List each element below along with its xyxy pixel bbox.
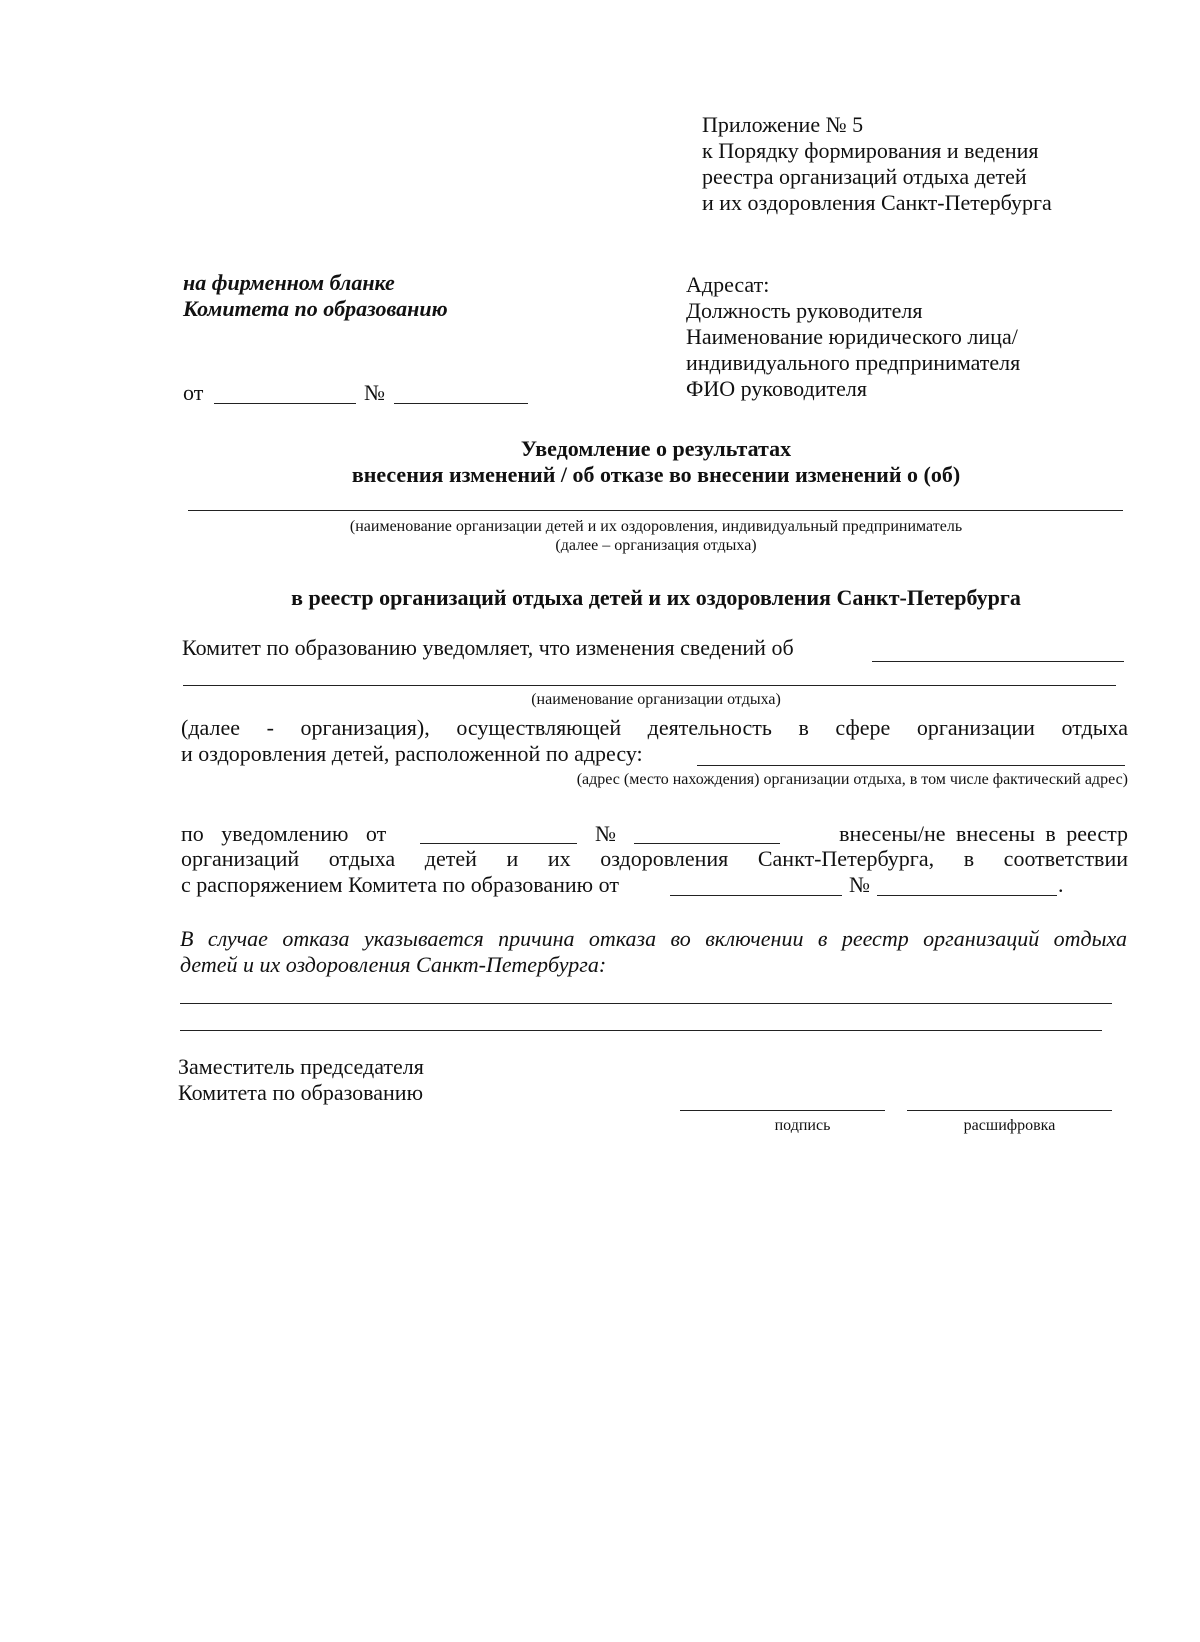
notification-number-field[interactable]: [634, 843, 780, 844]
document-title: [180, 436, 1132, 488]
position-line: Комитета по образованию: [178, 1080, 424, 1105]
order-date-field[interactable]: [670, 895, 842, 896]
address-field[interactable]: [697, 765, 1125, 766]
order-period: .: [1058, 872, 1064, 897]
signature-decode-caption: расшифровка: [963, 1117, 1056, 1134]
registry-compliance-text: организаций отдыха детей и их оздоровления Санкт-Петербурга, в соответствии: [181, 846, 1128, 871]
addressee-line: Должность руководителя: [686, 298, 923, 323]
org-field-full[interactable]: [183, 685, 1116, 686]
notification-from-text: по уведомлению от: [181, 821, 387, 846]
caption-line: (далее – организация отдыха): [555, 537, 757, 554]
position-line: Заместитель председателя: [178, 1054, 424, 1079]
notification-number-label: №: [595, 821, 616, 846]
order-text: с распоряжением Комитета по образованию от: [181, 872, 619, 897]
title-line: внесения изменений / об отказе во внесении изменений о (об): [351, 462, 961, 487]
refusal-reason-field[interactable]: [180, 1003, 1112, 1004]
org-field-inline[interactable]: [872, 661, 1124, 662]
appendix-line: и их оздоровления Санкт-Петербурга: [702, 190, 1052, 215]
appendix-block: [702, 112, 1122, 216]
addressee-label: Адресат:: [686, 272, 770, 297]
letterhead-line: на фирменном бланке: [183, 270, 395, 295]
signature-caption: подпись: [774, 1117, 831, 1134]
order-number-field[interactable]: [877, 895, 1057, 896]
signature-field[interactable]: [680, 1110, 885, 1111]
caption-line: (наименование организации детей и их оздоровления, индивидуальный предприниматель: [349, 518, 963, 535]
notification-date-field[interactable]: [420, 843, 577, 844]
signatory-position: [178, 1054, 598, 1106]
org-name-field[interactable]: [188, 510, 1123, 511]
addressee-block: [686, 272, 1126, 402]
address-text: и оздоровления детей, расположенной по адресу:: [181, 741, 643, 766]
refusal-text-line1: В случае отказа указывается причина отказа во включении в реестр организаций отдыха: [180, 926, 1127, 951]
letterhead-note: [183, 270, 563, 322]
ref-date-field[interactable]: [214, 403, 356, 404]
org-name-caption: [180, 517, 1132, 555]
addressee-line: ФИО руководителя: [686, 376, 867, 401]
refusal-reason-field[interactable]: [180, 1030, 1102, 1031]
registry-status-text: внесены/не внесены в реестр: [839, 821, 1128, 846]
letterhead-line: Комитета по образованию: [183, 296, 448, 321]
notice-text: Комитет по образованию уведомляет, что изменения сведений об: [182, 635, 794, 660]
org-name-short-caption: (наименование организации отдыха): [531, 691, 781, 708]
addressee-line: индивидуального предпринимателя: [686, 350, 1021, 375]
appendix-line: Приложение № 5: [702, 112, 864, 137]
addressee-line: Наименование юридического лица/: [686, 324, 1018, 349]
address-caption: (адрес (место нахождения) организации отдыха, в том числе фактический адрес): [576, 771, 1128, 788]
title-line: Уведомление о результатах: [520, 436, 792, 461]
order-number-label: №: [849, 872, 870, 897]
appendix-line: реестра организаций отдыха детей: [702, 164, 1027, 189]
appendix-line: к Порядку формирования и ведения: [702, 138, 1039, 163]
ref-number-label: №: [364, 380, 385, 405]
ref-from-label: от: [183, 380, 204, 405]
refusal-text-line2: детей и их оздоровления Санкт-Петербурга:: [180, 952, 607, 977]
ref-number-field[interactable]: [394, 403, 528, 404]
organization-paragraph: (далее - организация), осуществляющей деятельность в сфере организации отдыха: [181, 715, 1128, 740]
signature-decode-field[interactable]: [907, 1110, 1112, 1111]
registry-heading: в реестр организаций отдыха детей и их оздоровления Санкт-Петербурга: [291, 585, 1021, 610]
